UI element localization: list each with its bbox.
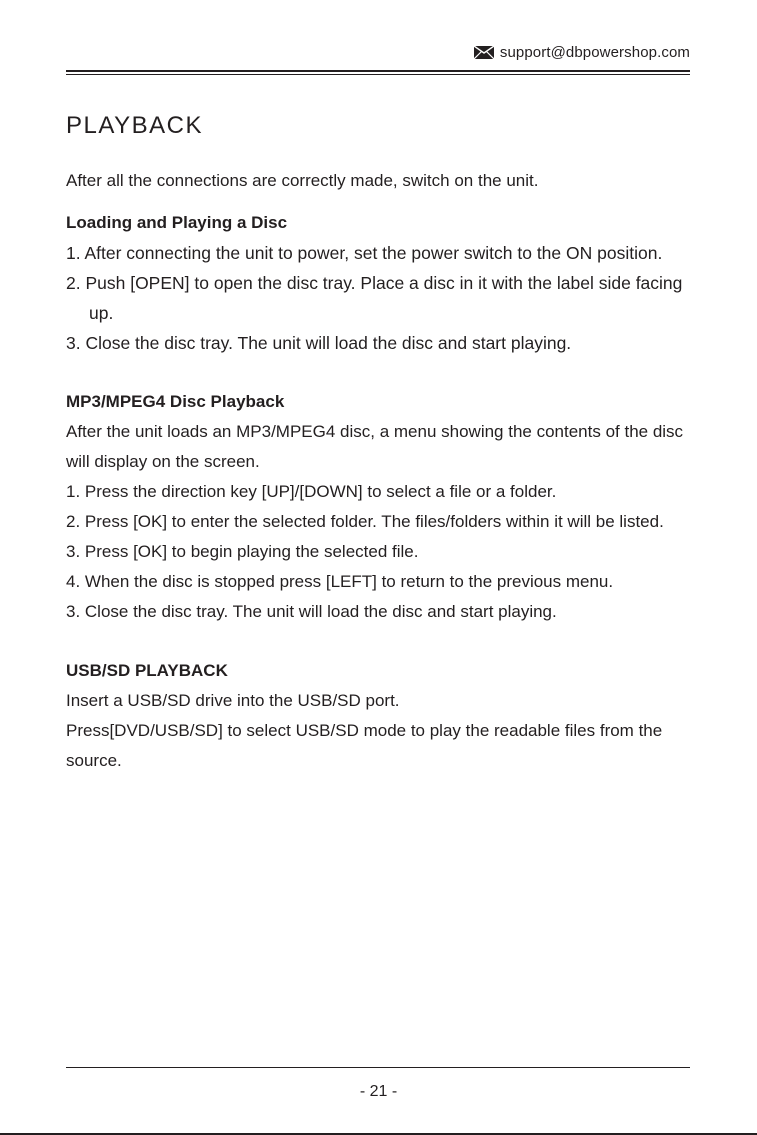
paragraph: After the unit loads an MP3/MPEG4 disc, a menu showing the contents of the disc will display on the screen. bbox=[66, 422, 684, 471]
header-rule bbox=[66, 70, 690, 75]
step-item: 3. Close the disc tray. The unit will load the disc and start playing. bbox=[66, 602, 557, 621]
section-heading: USB/SD PLAYBACK bbox=[66, 661, 228, 680]
footer-rule bbox=[66, 1067, 690, 1068]
paragraph: Insert a USB/SD drive into the USB/SD port. bbox=[66, 691, 400, 710]
section-usb-sd-playback bbox=[66, 656, 691, 776]
step-item: 1. Press the direction key [UP]/[DOWN] to select a file or a folder. bbox=[66, 482, 557, 501]
page-header bbox=[66, 40, 690, 70]
step-item: 2. Push [OPEN] to open the disc tray. Place a disc in it with the label side facing up. bbox=[66, 273, 683, 323]
section-mp3-playback bbox=[66, 387, 691, 627]
page-number: - 21 - bbox=[359, 1083, 398, 1100]
document-body bbox=[66, 166, 691, 805]
page-title: PLAYBACK bbox=[66, 112, 203, 139]
step-item: 4. When the disc is stopped press [LEFT] to return to the previous menu. bbox=[66, 572, 614, 591]
paragraph: Press[DVD/USB/SD] to select USB/SD mode to play the readable files from the source. bbox=[66, 721, 663, 770]
email-text: support@dbpowershop.com bbox=[499, 44, 690, 61]
support-email bbox=[474, 44, 690, 61]
section-heading: Loading and Playing a Disc bbox=[66, 213, 288, 232]
section-loading-disc bbox=[66, 208, 691, 358]
step-item: 3. Press [OK] to begin playing the selected file. bbox=[66, 542, 419, 561]
step-item: 1. After connecting the unit to power, set the power switch to the ON position. bbox=[66, 243, 663, 263]
intro-text: After all the connections are correctly made, switch on the unit. bbox=[66, 171, 539, 190]
envelope-icon bbox=[474, 46, 494, 59]
section-heading: MP3/MPEG4 Disc Playback bbox=[66, 392, 285, 411]
step-item: 2. Press [OK] to enter the selected folder. The files/folders within it will be listed. bbox=[66, 512, 664, 531]
step-item: 3. Close the disc tray. The unit will load the disc and start playing. bbox=[66, 333, 572, 353]
